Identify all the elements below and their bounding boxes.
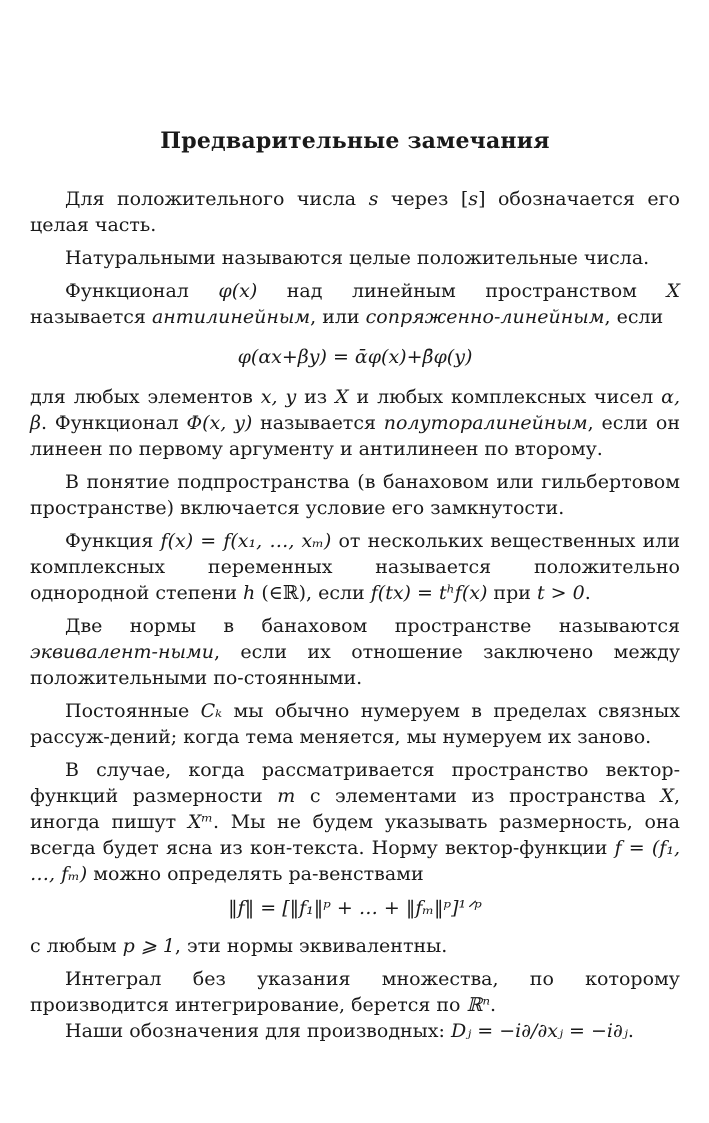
paragraph-derivatives: Наши обозначения для производных: Dⱼ = −i∂/∂xⱼ = −i∂ⱼ. <box>65 1020 634 1042</box>
formula-antilinear: φ(αx+βy) = ᾱφ(x)+β̄φ(y) <box>237 346 473 368</box>
paragraph-integral: Интеграл без указания множества, по которому производится интегрирование, берется по ℝⁿ. <box>30 968 680 1016</box>
paragraph-norms-equivalent: с любым p ⩾ 1, эти нормы эквивалентны. <box>30 935 448 957</box>
paragraph-homogeneous: Функция f(x) = f(x₁, …, xₘ) от нескольких вещественных или комплексных переменных называется положительно однородной степени h (∈ℝ), если f(tx) = tʰf(x) при t > 0. <box>30 530 680 604</box>
paragraph-antilinear: Функционал φ(x) над линейным пространством X называется антилинейным, или сопряженно-линейным, если <box>30 280 680 328</box>
page-body <box>30 186 680 1051</box>
paragraph-vector-functions: В случае, когда рассматривается пространство вектор-функций размерности m с элементами из пространства X, иногда пишут Xᵐ. Мы не будем указывать размерность, она всегда будет ясна из кон-текста. Норму вектор-функции f = (f₁, …, fₘ) можно определять ра-венствами <box>30 759 681 885</box>
page-title: Предварительные замечания <box>160 128 550 154</box>
paragraph-integer-part: Для положительного числа s через [s] обозначается его целая часть. <box>30 188 680 236</box>
formula-norm: ‖f‖ = [‖f₁‖ᵖ + … + ‖fₘ‖ᵖ]¹ᐟᵖ <box>228 897 482 919</box>
paragraph-natural-numbers: Натуральными называются целые положительные числа. <box>65 247 650 269</box>
paragraph-sesquilinear: для любых элементов x, y из X и любых комплексных чисел α, β. Функционал Φ(x, y) называется полуторалинейным, если он линеен по первому аргументу и антилинеен по второму. <box>30 386 681 460</box>
paragraph-subspace: В понятие подпространства (в банаховом или гильбертовом пространстве) включается условие его замкнутости. <box>30 471 680 519</box>
paragraph-constants: Постоянные Cₖ мы обычно нумеруем в пределах связных рассуж-дений; когда тема меняется, мы нумеруем их заново. <box>30 700 681 748</box>
paragraph-equivalent-norms: Две нормы в банаховом пространстве называются эквивалент-ными, если их отношение заключено между положительными по-стоянными. <box>30 615 680 689</box>
